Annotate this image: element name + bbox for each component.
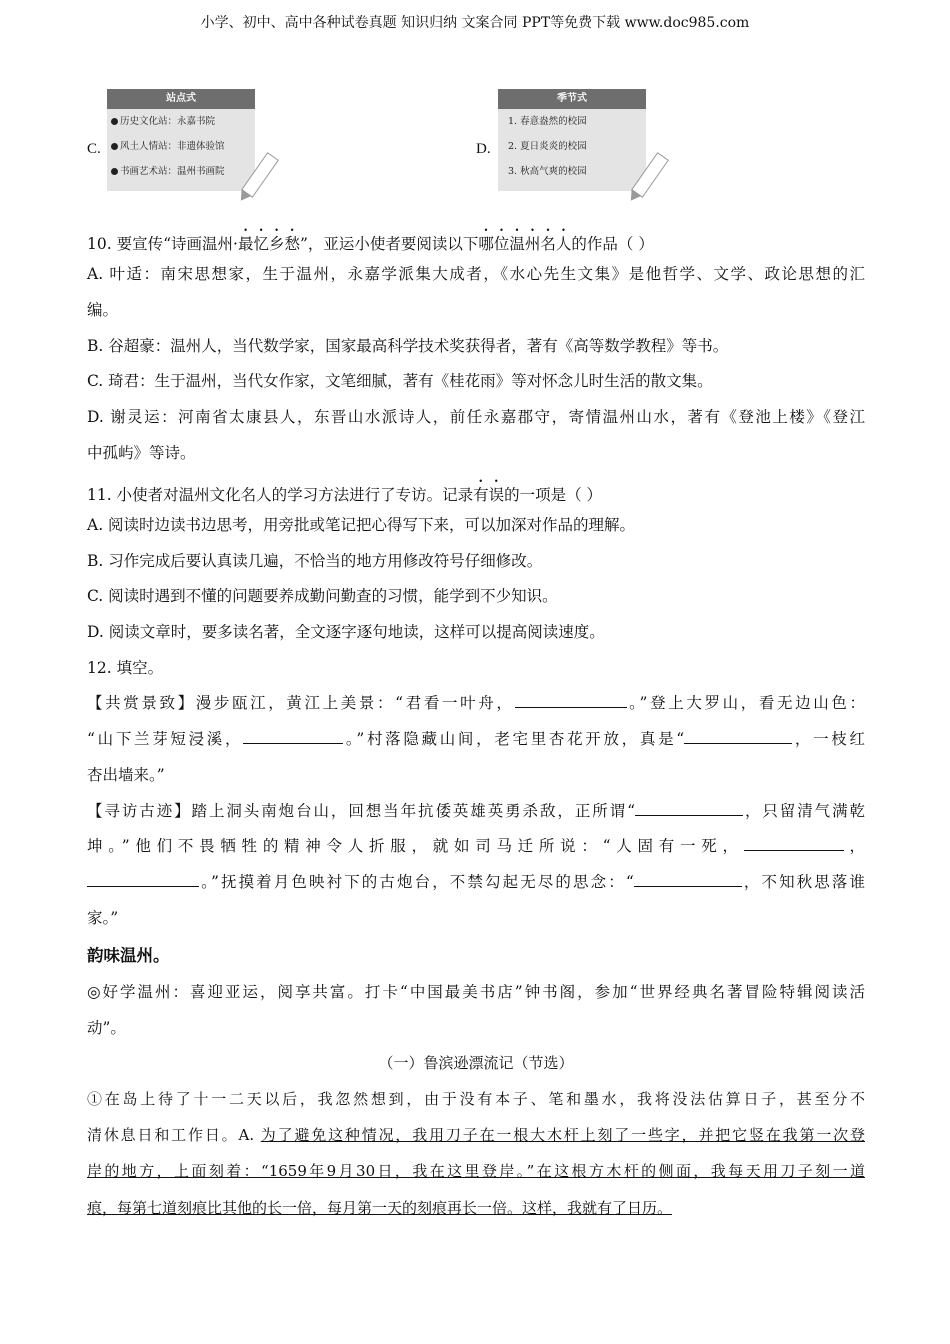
bullet-icon <box>111 143 118 150</box>
card-title: 季节式 <box>498 89 646 109</box>
passage-line-1: ①在岛上待了十一二天以后，我忽然想到，由于没有本子、笔和墨水，我将没法估算日子，甚至分不 <box>87 1090 865 1108</box>
blank-field[interactable] <box>744 836 844 851</box>
q12-line-5: 坤。”他们不畏牺牲的精神令人折服，就如司马迁所说：“人固有一死， ， <box>87 837 865 855</box>
card-row: 历史文化站：永嘉书院 <box>107 109 255 134</box>
q10-stem: 10. 要宣传“诗画温州·最忆乡愁”，亚运小使者要阅读以下哪位温州名人的作品（ ） <box>87 235 654 253</box>
blank-field[interactable] <box>243 729 343 744</box>
q12-line-1: 【共赏景致】漫步瓯江，黄江上美景：“君看一叶舟， 。”登上大罗山，看无边山色： <box>87 694 865 712</box>
q11-option-a: A. 阅读时边读书边思考，用旁批或笔记把心得写下来，可以加深对作品的理解。 <box>87 516 636 534</box>
card-row: 风土人情站：非遗体验馆 <box>107 134 255 159</box>
option-c-card <box>107 89 255 191</box>
q10-option-a: A. 叶适：南宋思想家，生于温州，永嘉学派集大成者，《水心先生文集》是他哲学、文学、政论思想的汇 <box>87 265 865 283</box>
passage-title: （一）鲁滨逊漂流记（节选） <box>378 1054 574 1072</box>
option-d-label: D. <box>476 141 491 157</box>
q12-line-6: 。”抚摸着月色映衬下的古炮台，不禁勾起无尽的思念：“ ，不知秋思落谁 <box>87 870 865 892</box>
bullet-icon <box>111 168 118 175</box>
card-title: 站点式 <box>107 89 255 109</box>
section-intro: ◎好学温州：喜迎亚运，阅享共富。打卡“中国最美书店”钟书阁，参加“世界经典名著冒险特辑阅读活 <box>87 983 865 1001</box>
q10-option-a-cont: 编。 <box>87 301 119 319</box>
page-header: 小学、初中、高中各种试卷真题 知识归纳 文案合同 PPT等免费下载 www.doc985.com <box>200 15 750 31</box>
passage-line-4: 痕，每第七道刻痕比其他的长一倍，每月第一天的刻痕再长一倍。这样，我就有了日历。 <box>87 1199 673 1217</box>
blank-field[interactable] <box>635 801 743 816</box>
q12-line-3: 杏出墙来。” <box>87 766 165 784</box>
blank-field[interactable] <box>87 872 199 887</box>
section-title: 韵味温州。 <box>87 946 170 965</box>
q11-stem: 11. 小使者对温州文化名人的学习方法进行了专访。记录有误的一项是（ ） <box>87 486 603 504</box>
section-intro-cont: 动”。 <box>87 1019 126 1037</box>
q10-option-d-cont: 中孤屿》等诗。 <box>87 444 196 462</box>
blank-field[interactable] <box>634 872 742 887</box>
option-d-card <box>498 89 646 191</box>
passage-line-3: 岸的地方，上面刻着：“1659年9月30日，我在这里登岸。”在这根方木杆的侧面，我每天用刀子刻一道 <box>87 1162 865 1180</box>
option-c-label: C. <box>87 141 101 157</box>
blank-field[interactable] <box>515 693 627 708</box>
q11-option-c: C. 阅读时遇到不懂的问题要养成勤问勤查的习惯，能学到不少知识。 <box>87 587 558 605</box>
q12-line-7: 家。” <box>87 909 119 927</box>
q12-line-2: “山下兰芽短浸溪， 。”村落隐藏山间，老宅里杏花开放，真是“ ，一枝红 <box>87 730 865 748</box>
card-row: 2. 夏日炎炎的校园 <box>508 141 587 152</box>
bullet-icon <box>111 118 118 125</box>
q10-option-b: B. 谷超豪：温州人，当代数学家，国家最高科学技术奖获得者，著有《高等数学教程》等书。 <box>87 337 729 355</box>
blank-field[interactable] <box>684 729 792 744</box>
card-row: 3. 秋高气爽的校园 <box>508 166 587 177</box>
card-row: 1. 春意盎然的校园 <box>508 116 587 127</box>
q11-option-b: B. 习作完成后要认真读几遍，不恰当的地方用修改符号仔细修改。 <box>87 552 543 570</box>
q10-option-d: D. 谢灵运：河南省太康县人，东晋山水派诗人，前任永嘉郡守，寄情温州山水，著有《登池上楼》《登江 <box>87 408 865 426</box>
passage-line-2: 清休息日和工作日。A. 为了避免这种情况，我用刀子在一根大木杆上刻了一些字，并把它竖在我第一次登 <box>87 1126 865 1144</box>
card-row: 书画艺术站：温州书画院 <box>107 159 255 184</box>
q11-option-d: D. 阅读文章时，要多读名著，全文逐字逐句地读，这样可以提高阅读速度。 <box>87 623 605 641</box>
q12-line-4: 【寻访古迹】踏上洞头南炮台山，回想当年抗倭英雄英勇杀敌，正所谓“ ，只留清气满乾 <box>87 802 865 820</box>
q12-title: 12. 填空。 <box>87 659 164 677</box>
q10-option-c: C. 琦君：生于温州，当代女作家，文笔细腻，著有《桂花雨》等对怀念儿时生活的散文集。 <box>87 372 713 390</box>
